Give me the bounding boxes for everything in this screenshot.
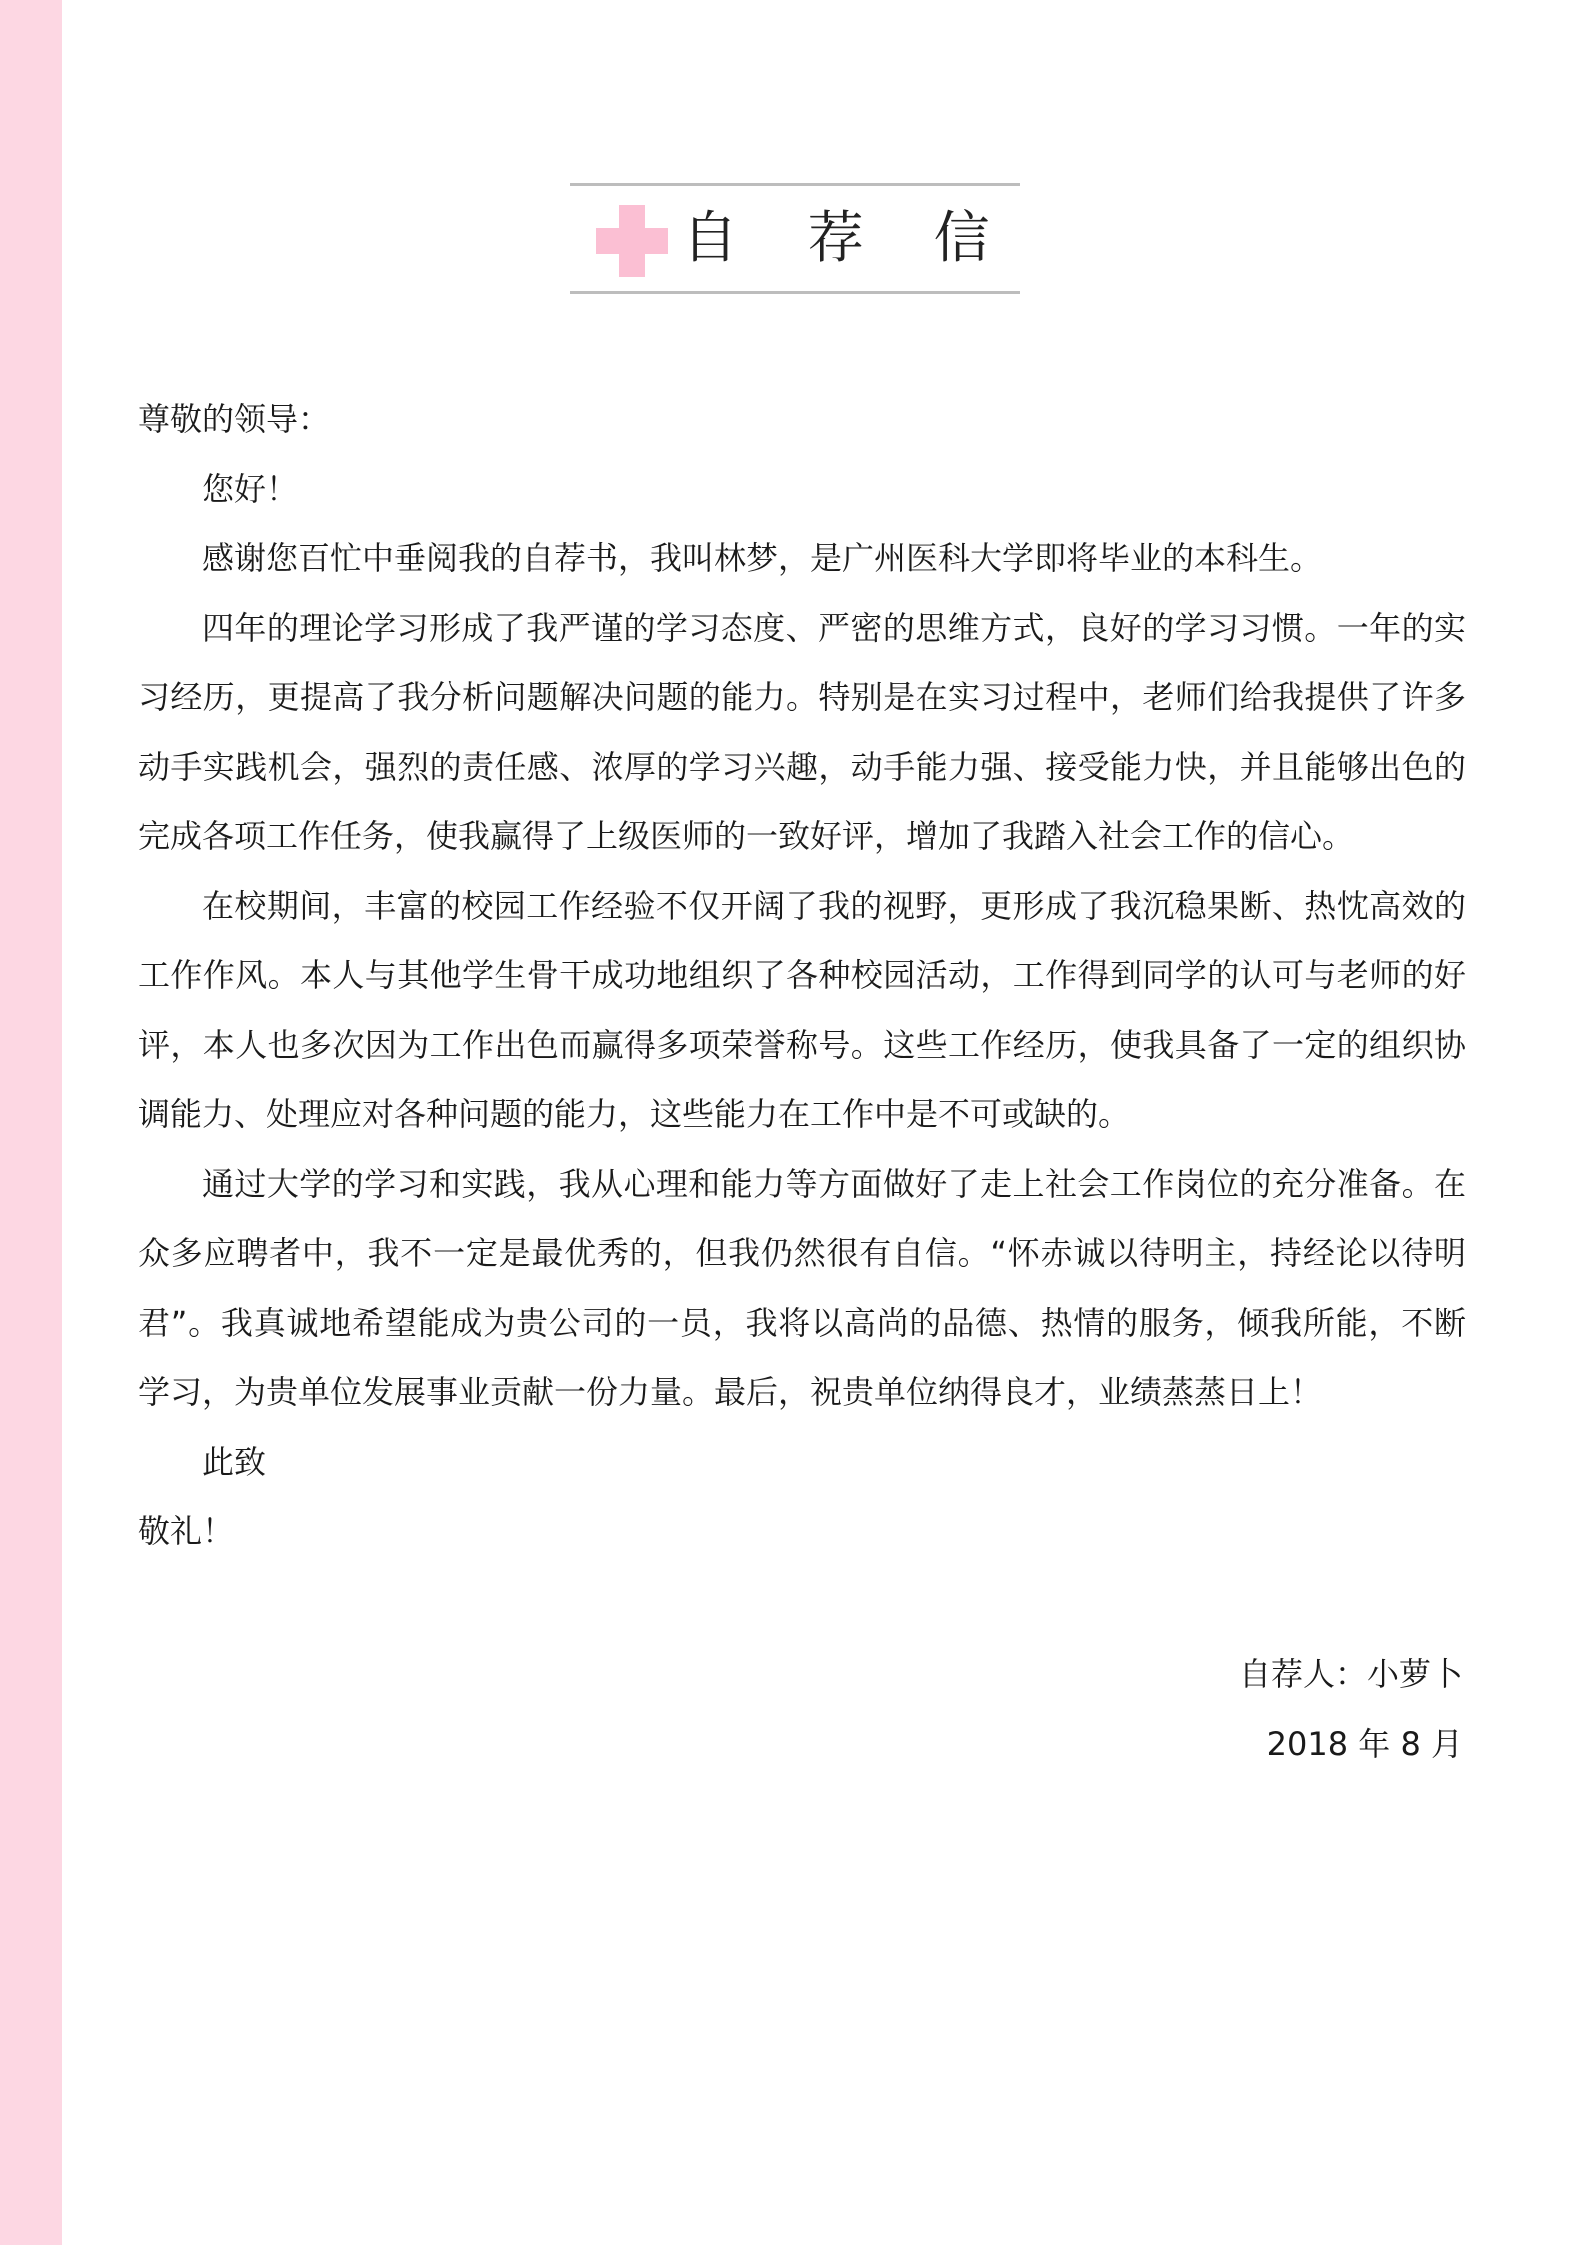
salutation: 尊敬的领导： xyxy=(138,400,331,438)
page-title: 自 荐 信 xyxy=(682,206,1016,271)
paragraph-campus: 在校期间，丰富的校园工作经验不仅开阔了我的视野，更形成了我沉稳果断、热忱高效的工作作风。本人与其他学生骨干成功地组织了各种校园活动，工作得到同学的认可与老师的好评，本人也多次因为工作出色而赢得多项荣誉称号。这些工作经历，使我具备了一定的组织协调能力、处理应对各种问题的能力，这些能力在工作中是不可或缺的。 xyxy=(138,886,1466,1133)
letter-body xyxy=(138,385,1466,1567)
closing-line-2: 敬礼！ xyxy=(138,1512,235,1550)
signature-block xyxy=(1239,1640,1463,1779)
closing-line-1: 此致 xyxy=(202,1442,267,1481)
paragraph-intro: 感谢您百忙中垂阅我的自荐书，我叫林梦，是广州医科大学即将毕业的本科生。 xyxy=(202,539,1323,577)
signature-date: 2018 年 8 月 xyxy=(1266,1724,1463,1763)
paragraph-study: 四年的理论学习形成了我严谨的学习态度、严密的思维方式，良好的学习习惯。一年的实习经历，更提高了我分析问题解决问题的能力。特别是在实习过程中，老师们给我提供了许多动手实践机会，强烈的责任感、浓厚的学习兴趣，动手能力强、接受能力快，并且能够出色的完成各项工作任务，使我赢得了上级医师的一致好评，增加了我踏入社会工作的信心。 xyxy=(138,608,1466,855)
side-decoration-strip xyxy=(0,0,62,2245)
greeting: 您好！ xyxy=(202,469,299,508)
title-block xyxy=(570,183,1020,295)
signature-name: 自荐人：小萝卜 xyxy=(1238,1655,1463,1693)
medical-cross-icon xyxy=(596,205,668,277)
title-top-rule xyxy=(570,183,1020,186)
title-bottom-rule xyxy=(570,291,1020,294)
paragraph-conclusion: 通过大学的学习和实践，我从心理和能力等方面做好了走上社会工作岗位的充分准备。在众多应聘者中，我不一定是最优秀的，但我仍然很有自信。“怀赤诚以待明主，持经论以待明君”。我真诚地希望能成为贵公司的一员，我将以高尚的品德、热情的服务，倾我所能，不断学习，为贵单位发展事业贡献一份力量。最后，祝贵单位纳得良才，业绩蒸蒸日上！ xyxy=(138,1164,1466,1411)
